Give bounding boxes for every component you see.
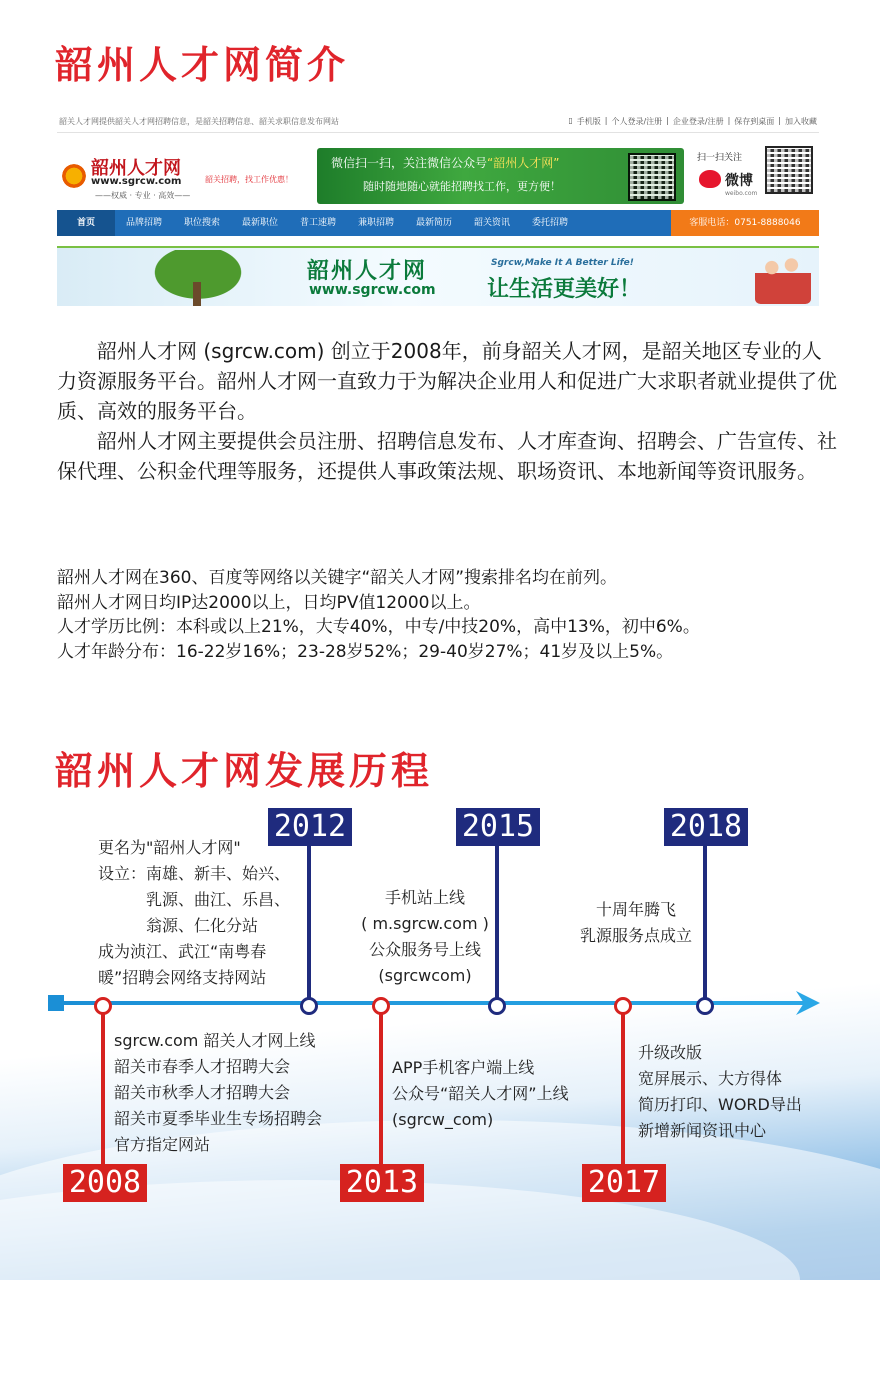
wechat-banner[interactable] bbox=[317, 148, 684, 204]
event-line: 韶关市春季人才招聘大会 bbox=[114, 1057, 291, 1076]
ad-name: 韶州人才网 bbox=[307, 259, 428, 284]
weibo-icon[interactable] bbox=[699, 170, 721, 188]
nav-brand-jobs[interactable]: 品牌招聘 bbox=[125, 218, 162, 228]
event-line: 成为浈江、武江“南粤春 bbox=[98, 942, 267, 961]
weibo-qr-code bbox=[765, 146, 813, 194]
event-line: 设立：南雄、新丰、始兴、 bbox=[98, 864, 291, 883]
stat-traffic: 韶州人才网日均IP达2000以上，日均PV值12000以上。 bbox=[57, 592, 481, 613]
site-tagline: 韶关人才网提供韶关人才网招聘信息，是韶关招聘信息、韶关求职信息发布网站 bbox=[59, 117, 339, 126]
event-line: 简历打印、WORD导出 bbox=[638, 1095, 802, 1114]
stats-list bbox=[57, 566, 700, 664]
node-2017 bbox=[614, 997, 632, 1015]
phone-icon: ▯ bbox=[568, 116, 573, 125]
event-line: 翁源、仁化分站 bbox=[98, 916, 259, 935]
site-top-bar bbox=[57, 110, 819, 133]
year-2013: 2013 bbox=[340, 1164, 424, 1202]
line-2015 bbox=[495, 842, 499, 1002]
family-image bbox=[755, 252, 811, 304]
logo-name: 韶州人才网 bbox=[91, 158, 181, 179]
ad-banner[interactable] bbox=[57, 246, 819, 306]
nav-entrusted[interactable]: 委托招聘 bbox=[531, 218, 568, 228]
nav-latest-resumes[interactable]: 最新简历 bbox=[415, 218, 452, 228]
line-2008 bbox=[101, 1010, 105, 1168]
event-line: 官方指定网站 bbox=[114, 1135, 211, 1154]
nav-job-search[interactable]: 职位搜索 bbox=[183, 218, 220, 228]
intro-paragraph-1: 韶州人才网 (sgrcw.com) 创立于2008年，前身韶关人才网，是韶关地区专业的人力资源服务平台。韶州人才网一直致力于为解决企业用人和促进广大求职者就业提供了优质、高效的服务平台。 bbox=[57, 339, 837, 423]
event-line: 乳源、曲江、乐昌、 bbox=[98, 890, 291, 909]
stat-age: 人才年龄分布：16-22岁16%；23-28岁52%；29-40岁27%；41岁及以上5%。 bbox=[57, 641, 674, 662]
node-2008 bbox=[94, 997, 112, 1015]
event-line: (sgrcwcom) bbox=[378, 966, 472, 985]
line-2017 bbox=[621, 1010, 625, 1168]
nav-home[interactable]: 首页 bbox=[57, 210, 115, 236]
events-2015 bbox=[355, 885, 495, 989]
event-line: (sgrcw_com) bbox=[392, 1110, 494, 1129]
event-line: 手机站上线 bbox=[384, 888, 465, 907]
hotline: 客服电话：0751-8888046 bbox=[671, 210, 819, 236]
event-line: ( m.sgrcw.com ) bbox=[361, 914, 489, 933]
line-2018 bbox=[703, 842, 707, 1002]
top-link-mobile[interactable]: 手机版 bbox=[576, 117, 601, 126]
event-line: 十周年腾飞 bbox=[595, 900, 676, 919]
events-2008 bbox=[114, 1028, 322, 1158]
top-link-favorite[interactable]: 加入收藏 bbox=[785, 117, 817, 126]
logo-url: www.sgrcw.com bbox=[91, 176, 182, 187]
website-screenshot bbox=[57, 110, 819, 306]
node-2018 bbox=[696, 997, 714, 1015]
year-2015: 2015 bbox=[456, 808, 540, 846]
nav-part-time[interactable]: 兼职招聘 bbox=[357, 218, 394, 228]
event-line: APP手机客户端上线 bbox=[392, 1058, 535, 1077]
sun-logo-icon bbox=[59, 158, 89, 188]
tree-image bbox=[143, 250, 253, 306]
year-2018: 2018 bbox=[664, 808, 748, 846]
event-line: 宽屏展示、大方得体 bbox=[638, 1069, 783, 1088]
node-2015 bbox=[488, 997, 506, 1015]
top-link-personal-login[interactable]: 个人登录/注册 bbox=[611, 117, 663, 126]
weibo-label[interactable]: 微博 bbox=[725, 173, 753, 189]
year-2017: 2017 bbox=[582, 1164, 666, 1202]
stat-ranking: 韶州人才网在360、百度等网络以关键字“韶关人才网”搜索排名均在前列。 bbox=[57, 568, 618, 588]
site-nav bbox=[57, 210, 819, 236]
node-2013 bbox=[372, 997, 390, 1015]
weibo-url: weibo.com bbox=[725, 190, 758, 197]
events-2012 bbox=[98, 835, 290, 991]
ad-english-slogan: Sgrcw,Make It A Better Life! bbox=[491, 258, 634, 268]
banner-line-1: 微信扫一扫，关注微信公众号“韶州人才网” bbox=[331, 156, 560, 170]
ad-chinese-slogan: 让生活更美好！ bbox=[487, 277, 642, 302]
site-slogan: 韶关招聘，找工作优惠！ bbox=[205, 175, 293, 184]
events-2017 bbox=[638, 1040, 802, 1144]
site-logo[interactable] bbox=[59, 152, 199, 202]
event-line: 暖”招聘会网络支持网站 bbox=[98, 968, 267, 987]
event-line: sgrcw.com 韶关人才网上线 bbox=[114, 1031, 316, 1050]
axis-line bbox=[64, 1001, 804, 1005]
axis-start-square bbox=[48, 995, 64, 1011]
stat-education: 人才学历比例：本科或以上21%，大专40%，中专/中技20%，高中13%，初中6%。 bbox=[57, 617, 700, 637]
event-line: 新增新闻资讯中心 bbox=[638, 1121, 767, 1140]
logo-motto: ——权威 · 专业 · 高效—— bbox=[95, 191, 191, 200]
intro-paragraph-2: 韶州人才网主要提供会员注册、招聘信息发布、人才库查询、招聘会、广告宣传、社保代理、公积金代理等服务，还提供人事政策法规、职场资讯、本地新闻等资讯服务。 bbox=[57, 429, 837, 483]
intro-title: 韶州人才网简介 bbox=[55, 43, 350, 87]
event-line: 乳源服务点成立 bbox=[579, 926, 692, 945]
history-title: 韶州人才网发展历程 bbox=[55, 749, 434, 793]
event-line: 韶关市秋季人才招聘大会 bbox=[114, 1083, 291, 1102]
event-line: 公众号“韶关人才网”上线 bbox=[392, 1084, 569, 1103]
nav-news[interactable]: 韶关资讯 bbox=[473, 218, 510, 228]
ad-url: www.sgrcw.com bbox=[309, 282, 436, 298]
nav-latest-jobs[interactable]: 最新职位 bbox=[241, 218, 278, 228]
event-line: 升级改版 bbox=[638, 1043, 703, 1062]
event-line: 韶关市夏季毕业生专场招聘会 bbox=[114, 1109, 323, 1128]
top-link-save-desktop[interactable]: 保存到桌面 bbox=[734, 117, 775, 126]
event-line: 公众服务号上线 bbox=[368, 940, 481, 959]
follow-label: 扫一扫关注 bbox=[697, 153, 743, 163]
banner-line-2: 随时随地随心就能招聘找工作，更方便！ bbox=[363, 180, 561, 193]
site-top-links: ▯ 手机版 | 个人登录/注册 | 企业登录/注册 | 保存到桌面 | 加入收藏 bbox=[568, 116, 817, 126]
wechat-qr-code bbox=[628, 153, 676, 201]
event-line: 更名为"韶州人才网" bbox=[98, 838, 241, 857]
intro-body bbox=[57, 336, 837, 486]
line-2012 bbox=[307, 842, 311, 1002]
line-2013 bbox=[379, 1010, 383, 1168]
year-2012: 2012 bbox=[268, 808, 352, 846]
node-2012 bbox=[300, 997, 318, 1015]
nav-worker-jobs[interactable]: 普工速聘 bbox=[299, 218, 336, 228]
events-2013 bbox=[392, 1055, 569, 1133]
top-link-company-login[interactable]: 企业登录/注册 bbox=[672, 117, 724, 126]
events-2018 bbox=[575, 897, 697, 949]
year-2008: 2008 bbox=[63, 1164, 147, 1202]
